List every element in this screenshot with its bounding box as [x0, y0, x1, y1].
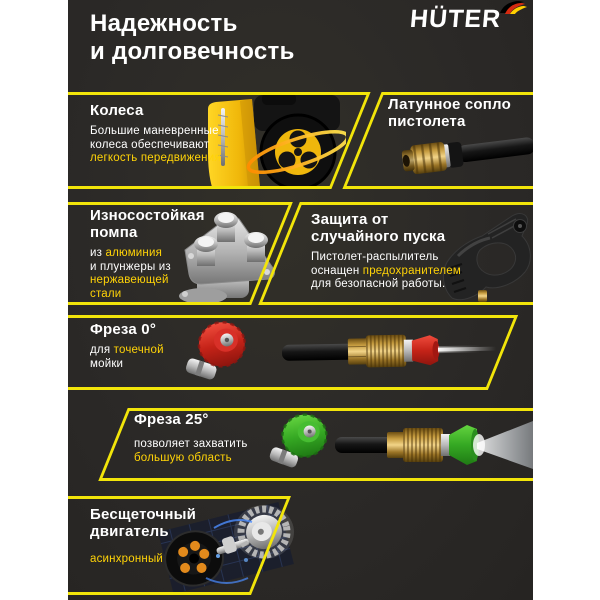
section-start-guard-body: Пистолет-распылитель оснащен предохранителем для безопасной работы. — [311, 251, 462, 290]
section-nozzle-25-body: позволяет захватить большую область — [134, 438, 248, 464]
section-brass-nozzle — [388, 96, 511, 136]
infographic-panel — [68, 0, 533, 600]
title-line-1: Надежность — [90, 10, 238, 37]
title-line-2: и долговечность — [90, 38, 295, 65]
section-nozzle-25 — [134, 411, 248, 465]
section-wheels-body: Большие маневренные колеса обеспечивают легкость передвижения — [90, 125, 221, 164]
section-nozzle-0-heading: Фреза 0° — [90, 321, 157, 338]
page-title — [90, 10, 295, 66]
section-wheels-heading: Колеса — [90, 102, 144, 119]
section-start-guard-heading: Защита от случайного пуска — [311, 211, 446, 245]
section-nozzle-0-body: для точечной мойки — [90, 344, 164, 370]
section-motor-body: асинхронный — [90, 553, 164, 565]
section-nozzle-0 — [90, 321, 164, 371]
brand-logo-text: HÜTER — [408, 5, 503, 33]
section-pump-body: из алюминия и плунжеры из нержавеющей стали — [90, 247, 171, 300]
section-motor-heading: Бесщеточный двигатель — [90, 506, 197, 540]
section-pump — [90, 207, 205, 301]
brand-logo — [410, 5, 501, 34]
section-wheels — [90, 102, 221, 166]
section-brass-nozzle-heading: Латунное сопло пистолета — [388, 96, 511, 130]
german-flag-icon — [498, 0, 528, 20]
section-nozzle-25-heading: Фреза 25° — [134, 411, 209, 428]
section-start-guard — [311, 211, 461, 292]
section-pump-heading: Износостойкая помпа — [90, 207, 205, 241]
section-motor — [90, 506, 196, 567]
